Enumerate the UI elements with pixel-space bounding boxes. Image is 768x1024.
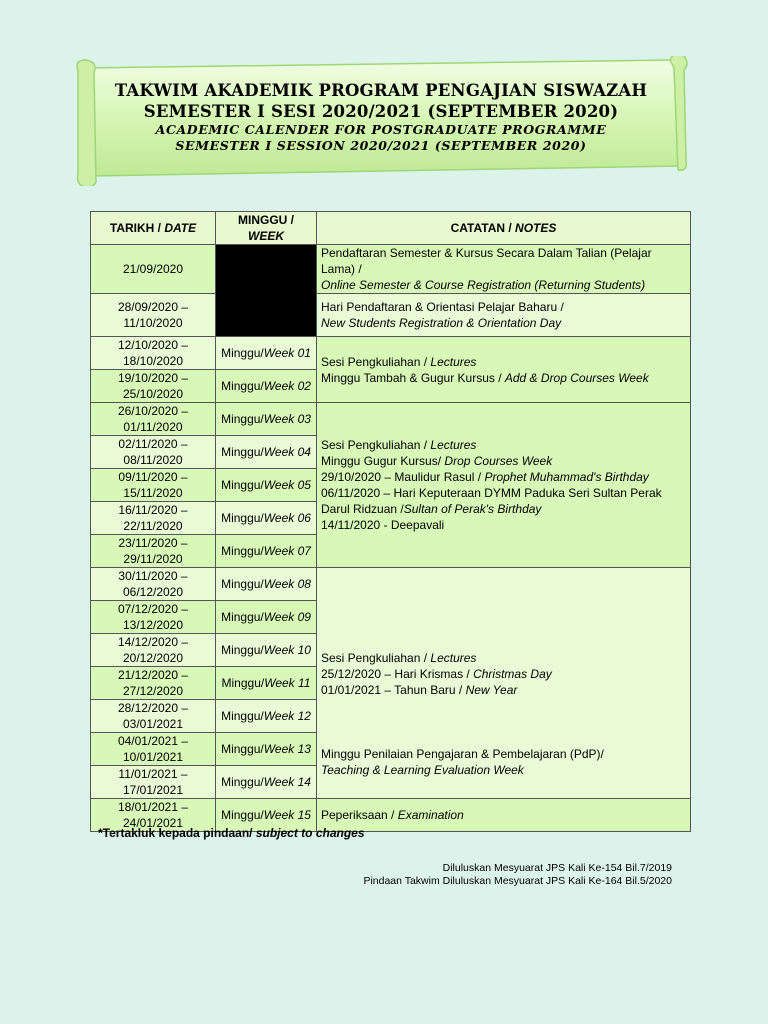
table-row [91,403,691,436]
date-cell: 14/12/2020 – 20/12/2020 [91,634,216,667]
date-cell: 21/09/2020 [91,245,216,294]
table-row [91,245,691,294]
date-cell: 21/12/2020 – 27/12/2020 [91,667,216,700]
week-cell-blank [216,245,317,337]
header-notes: CATATAN / NOTES [317,212,691,245]
week-cell: Minggu/Week 11 [216,667,317,700]
week-cell: Minggu/Week 08 [216,568,317,601]
week-cell: Minggu/Week 02 [216,370,317,403]
date-cell: 28/09/2020 – 11/10/2020 [91,294,216,337]
week-cell: Minggu/Week 10 [216,634,317,667]
note-lectures-add-drop: Sesi Pengkuliahan / Lectures Minggu Tambah & Gugur Kursus / Add & Drop Courses Week [317,337,691,403]
title-banner [74,56,688,186]
date-cell: 23/11/2020 – 29/11/2020 [91,535,216,568]
note-new-students: Hari Pendaftaran & Orientasi Pelajar Baharu / New Students Registration & Orientation Day [317,294,691,337]
week-cell: Minggu/Week 15 [216,799,317,832]
week-cell: Minggu/Week 01 [216,337,317,370]
note-registration-online: Pendaftaran Semester & Kursus Secara Dalam Talian (Pelajar Lama) / Online Semester & Course Registration (Returning Students) [317,245,691,294]
subtitle-line-1: ACADEMIC CALENDER FOR POSTGRADUATE PROGRAMME [155,122,607,137]
header-date: TARIKH / DATE [91,212,216,245]
week-cell: Minggu/Week 12 [216,700,317,733]
title-line-2: SEMESTER I SESI 2020/2021 (SEPTEMBER 2020) [143,102,619,121]
week-cell: Minggu/Week 06 [216,502,317,535]
subtitle-line-2: SEMESTER I SESSION 2020/2021 (SEPTEMBER 2020) [175,138,587,153]
week-cell: Minggu/Week 04 [216,436,317,469]
subject-to-change-note: *Tertakluk kepada pindaan/ subject to changes [98,826,365,840]
table-row [91,337,691,370]
week-cell: Minggu/Week 07 [216,535,317,568]
note-lectures-holidays-evaluation: Sesi Pengkuliahan / Lectures 25/12/2020 – Hari Krismas / Christmas Day 01/01/2021 – Tahun Baru / New Year Minggu Penilaian Pengajaran & Pembelajaran (PdP)/ Teaching & Learning Evaluation Week [317,568,691,799]
table-row [91,294,691,337]
date-cell: 02/11/2020 – 08/11/2020 [91,436,216,469]
title-line-1: TAKWIM AKADEMIK PROGRAM PENGAJIAN SISWAZAH [114,81,648,100]
table-header-row [91,212,691,245]
calendar-table [90,211,691,832]
date-cell: 26/10/2020 – 01/11/2020 [91,403,216,436]
date-cell: 12/10/2020 – 18/10/2020 [91,337,216,370]
date-cell: 16/11/2020 – 22/11/2020 [91,502,216,535]
date-cell: 04/01/2021 – 10/01/2021 [91,733,216,766]
week-cell: Minggu/Week 14 [216,766,317,799]
note-examination: Peperiksaan / Examination [317,799,691,832]
header-week: MINGGU / WEEK [216,212,317,245]
week-cell: Minggu/Week 05 [216,469,317,502]
week-cell: Minggu/Week 03 [216,403,317,436]
note-lectures-drop-holidays: Sesi Pengkuliahan / Lectures Minggu Gugur Kursus/ Drop Courses Week 29/10/2020 – Maulidur Rasul / Prophet Muhammad's Birthday 06/11/2020 – Hari Keputeraan DYMM Paduka Seri Sultan Perak Darul Ridzuan /Sultan of Perak's Birthday 14/11/2020 - Deepavali [317,403,691,568]
date-cell: 19/10/2020 – 25/10/2020 [91,370,216,403]
date-cell: 09/11/2020 – 15/11/2020 [91,469,216,502]
week-cell: Minggu/Week 13 [216,733,317,766]
table-row [91,568,691,601]
date-cell: 18/01/2021 – 24/01/2021 [91,799,216,832]
date-cell: 28/12/2020 – 03/01/2021 [91,700,216,733]
approval-notes: Diluluskan Mesyuarat JPS Kali Ke-154 Bil.7/2019 Pindaan Takwim Diluluskan Mesyuarat JPS Kali Ke-164 Bil.5/2020 [363,862,672,887]
date-cell: 07/12/2020 – 13/12/2020 [91,601,216,634]
week-cell: Minggu/Week 09 [216,601,317,634]
date-cell: 11/01/2021 – 17/01/2021 [91,766,216,799]
date-cell: 30/11/2020 – 06/12/2020 [91,568,216,601]
